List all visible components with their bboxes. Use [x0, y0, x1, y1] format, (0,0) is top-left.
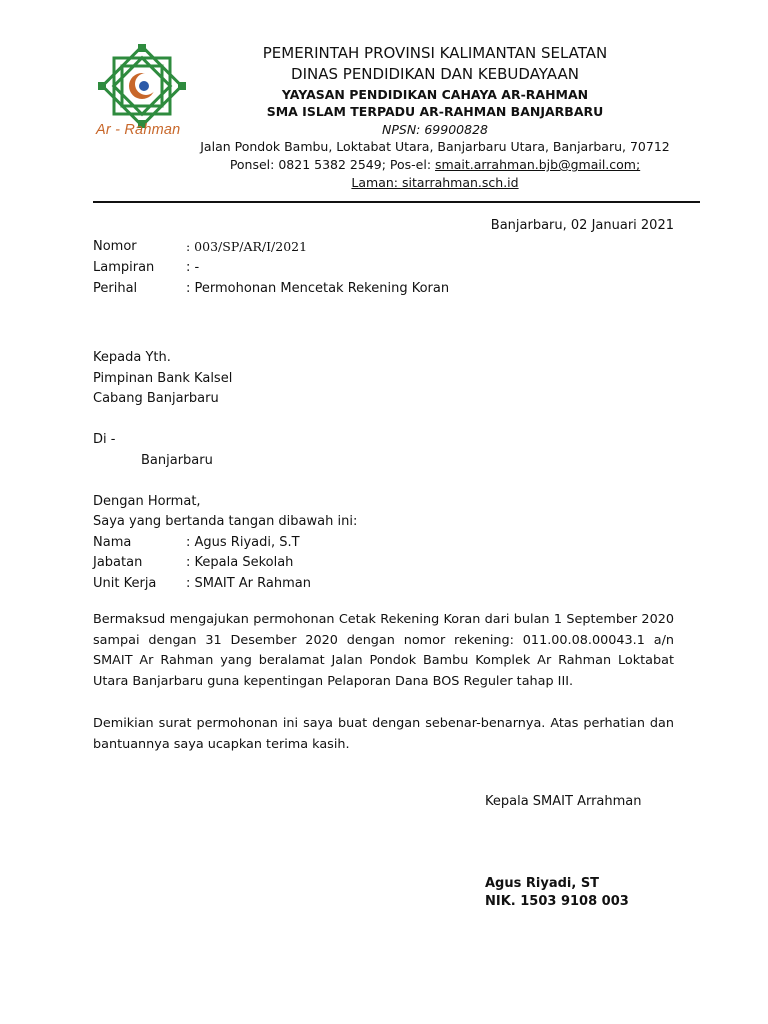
letterhead-government: PEMERINTAH PROVINSI KALIMANTAN SELATAN [262, 44, 608, 62]
recipient-salutation: Kepada Yth. [93, 350, 171, 365]
jabatan-value: : Kepala Sekolah [186, 555, 294, 570]
letterhead-school-name: SMA ISLAM TERPADU AR-RAHMAN BANJARBARU [266, 104, 604, 119]
perihal-value: : Permohonan Mencetak Rekening Koran [186, 281, 450, 296]
letterhead-contact [130, 157, 740, 172]
signature-title: Kepala SMAIT Arrahman [485, 794, 642, 809]
unit-value: : SMAIT Ar Rahman [186, 576, 311, 591]
letterhead-divider [93, 201, 700, 203]
recipient-name: Pimpinan Bank Kalsel [93, 371, 233, 386]
nama-value: : Agus Riyadi, S.T [186, 535, 300, 550]
recipient-di: Di - [93, 432, 116, 447]
letter-date: Banjarbaru, 02 Januari 2021 [490, 218, 674, 233]
letterhead-website-link[interactable]: Laman: sitarrahman.sch.id [351, 175, 519, 190]
unit-label: Unit Kerja [93, 576, 157, 591]
greeting: Dengan Hormat, [93, 494, 201, 509]
nomor-label: Nomor [93, 239, 137, 254]
lampiran-value: : - [186, 260, 200, 275]
perihal-label: Perihal [93, 281, 138, 296]
recipient-branch: Cabang Banjarbaru [93, 391, 219, 406]
signature-nik: NIK. 1503 9108 003 [485, 894, 629, 909]
recipient-city: Banjarbaru [141, 453, 213, 468]
intro-line: Saya yang bertanda tangan dibawah ini: [93, 514, 358, 529]
letterhead-department: DINAS PENDIDIKAN DAN KEBUDAYAAN [291, 65, 579, 83]
body-paragraph-request: Bermaksud mengajukan permohonan Cetak Rekening Koran dari bulan 1 September 2020 sampai dengan 31 Desember 2020 dengan nomor rekening: 011.00.08.00043.1 a/n SMAIT Ar Rahman yang beralamat Jalan Pondok Bambu Komplek Ar Rahman Loktabat Utara Banjarbaru guna kepentingan Pelaporan Dana BOS Reguler tahap III. [93, 612, 674, 689]
jabatan-label: Jabatan [93, 555, 143, 570]
letterhead-npsn: NPSN: 69900828 [382, 122, 488, 137]
nomor-value: : 003/SP/AR/I/2021 [186, 239, 308, 254]
signature-name: Agus Riyadi, ST [485, 876, 600, 891]
letterhead-phone: Ponsel: 0821 5382 2549; Pos-el: [229, 157, 436, 172]
body-paragraph-closing: Demikian surat permohonan ini saya buat dengan sebenar-benarnya. Atas perhatian dan bantuannya saya ucapkan terima kasih. [93, 716, 674, 752]
letterhead-address: Jalan Pondok Bambu, Loktabat Utara, Banjarbaru Utara, Banjarbaru, 70712 [200, 139, 670, 154]
nama-label: Nama [93, 535, 132, 550]
logo-wordmark: Ar - Rahman [96, 122, 181, 138]
letterhead-foundation: YAYASAN PENDIDIKAN CAHAYA AR-RAHMAN [281, 87, 589, 102]
letterhead-email-link[interactable]: smait.arrahman.bjb@gmail.com; [435, 157, 641, 172]
lampiran-label: Lampiran [93, 260, 155, 275]
